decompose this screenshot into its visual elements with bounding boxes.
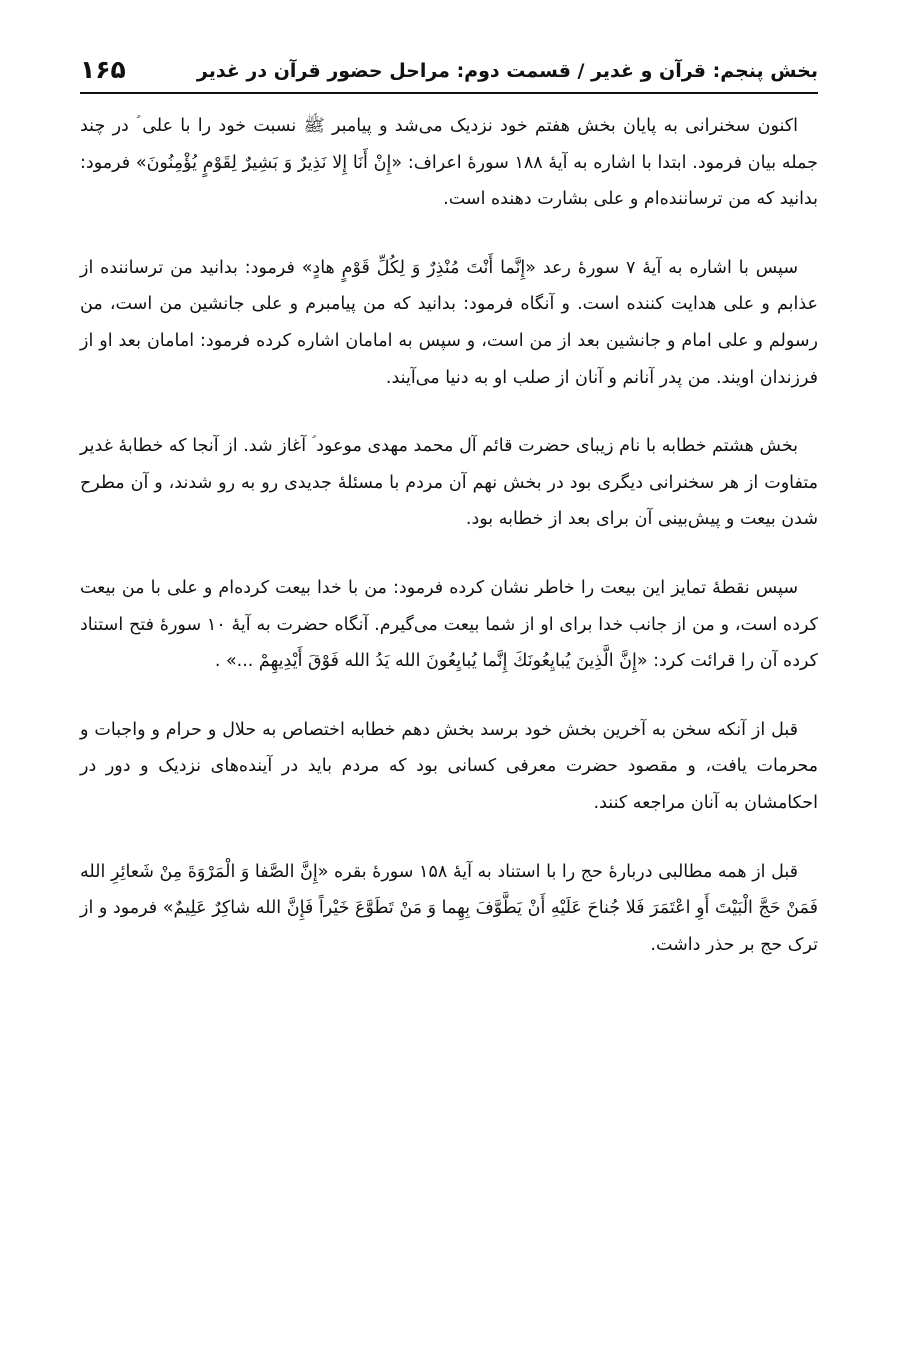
paragraph-4: سپس نقطهٔ تمایز این بیعت را خاطر نشان کرده فرمود: من با خدا بیعت کرده‌ام و علی با من بیعت کرده است، و من از جانب خدا برای او از شما بیعت می‌گیرم. آنگاه حضرت به آیهٔ ۱۰ سورهٔ فتح استناد کرده آن را قرائت کرد: «إِنَّ الَّذِينَ يُبايِعُونَكَ إِنَّما يُبايِعُونَ الله يَدُ الله فَوْقَ أَيْدِيهِمْ ...» . bbox=[80, 577, 818, 672]
body-text bbox=[80, 108, 818, 995]
paragraph-1: اکنون سخنرانی به پایان بخش هفتم خود نزدیک می‌شد و پیامبر ﷺ نسبت خود را با علی ؑ در چند جمله بیان فرمود. ابتدا با اشاره به آیهٔ ۱۸۸ سورهٔ اعراف: «إِنْ أَنَا إِلا نَذِيرٌ وَ بَشِيرٌ لِقَوْمٍ يُؤْمِنُونَ» فرمود: بدانید که من ترساننده‌ام و علی بشارت دهنده است. bbox=[80, 116, 818, 210]
paragraph-5: قبل از آنکه سخن به آخرین بخش خود برسد بخش دهم خطابه اختصاص به حلال و حرام و واجبات و محرمات یافت، و مقصود حضرت معرفی کسانی بود که مردم باید در آینده‌های نزدیک و دور در احکامشان به آنان مراجعه کنند. bbox=[80, 719, 818, 813]
paragraph-2: سپس با اشاره به آیهٔ ۷ سورهٔ رعد «إِنَّما أَنْتَ مُنْذِرٌ وَ لِكُلِّ قَوْمٍ هادٍ» فرمود: بدانید من ترساننده از عذابم و علی هدایت کننده است. و آنگاه فرمود: بدانید که من پیامبرم و علی جانشین من است، من رسولم و علی امام و جانشین بعد از من است، و سپس به امامان اشاره کرده فرمود: امامان بعد او از فرزندان اویند. من پدر آنانم و آنان از صلب او به دنیا می‌آیند. bbox=[80, 257, 818, 388]
page-number: ۱۶۵ bbox=[80, 55, 126, 84]
header-title: بخش پنجم: قرآن و غدیر / قسمت دوم: مراحل حضور قرآن در غدیر bbox=[196, 60, 818, 82]
paragraph-3: بخش هشتم خطابه با نام زیبای حضرت قائم آل محمد مهدی موعود ؑ آغاز شد. از آنجا که خطابهٔ غدیر متفاوت از هر سخنرانی دیگری بود در بخش نهم آن مردم با مسئلهٔ جدیدی رو به رو شدند، و آن مطرح شدن بیعت و پیش‌بینی آن برای بعد از خطابه بود. bbox=[80, 436, 818, 530]
running-header bbox=[80, 34, 818, 94]
paragraph-6: قبل از همه مطالبی دربارهٔ حج را با استناد به آیهٔ ۱۵۸ سورهٔ بقره «إِنَّ الصَّفا وَ الْمَرْوَةَ مِنْ شَعائِرِ الله فَمَنْ حَجَّ الْبَيْتَ أَوِ اعْتَمَرَ فَلا جُناحَ عَلَيْهِ أَنْ يَطَّوَّفَ بِهِما وَ مَنْ تَطَوَّعَ خَيْراً فَإِنَّ الله شاكِرٌ عَلِيمٌ» فرمود و از ترک حج بر حذر داشت. bbox=[80, 861, 818, 955]
